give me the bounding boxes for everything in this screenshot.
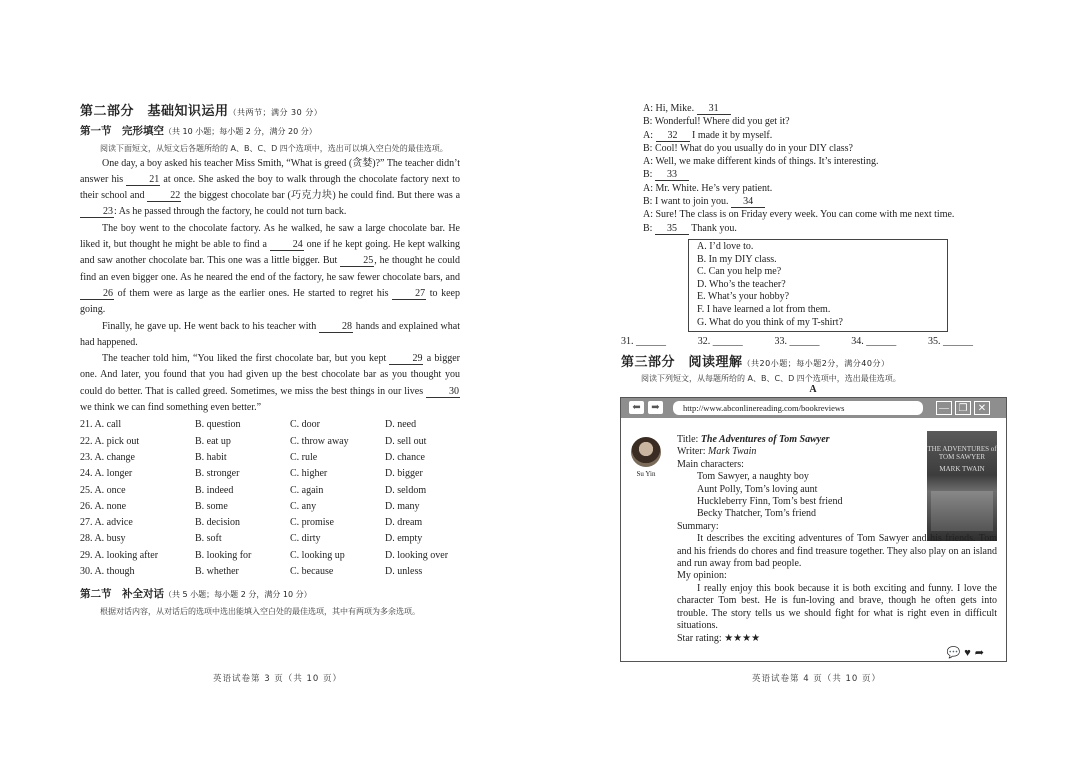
choice-item: G. What do you think of my T-shirt? [697,316,843,328]
summary-text: It describes the exciting adventures of Tom Sawyer and his friends. Tom and his friends do chores and find treasure together. They also play on an island and run away from bad people. [677,533,997,570]
dialogue-line: A: Hi, Mike. 31 [643,102,1003,115]
browser-toolbar [621,398,1006,418]
comment-icon[interactable]: 💬 [946,647,965,659]
characters-label: Main characters: [677,458,744,470]
blank-26: 26 [80,288,114,300]
choice-item: C. Can you help me? [697,266,782,278]
blank-35: 35 [655,223,689,235]
option-cell: D. sell out [385,435,427,447]
answer-line [621,335,973,348]
cover-title: THE ADVENTURES of TOM SAWYER [927,445,997,461]
avatar [631,437,661,467]
option-cell: D. many [385,500,420,512]
dialogue-line: A: Sure! The class is on Friday every week. You can come with me next time. [643,209,955,221]
section-2-title: 第二节 补全对话（共 5 小题；每小题 2 分，满分 10 分） [80,588,312,601]
answer-slot: 33. ______ [774,336,820,348]
option-cell: D. bigger [385,468,423,480]
passage-paragraph: The boy went to the chocolate factory. As he walked, he saw a large chocolate bar. He liked it, but thought he might be able to find a 24 one if he kept going. He kept walking and saw another chocolate bar. This one was a little bigger. But 25, he thought he could find an even bigger one. As he neared the end of the factory, he saw fewer chocolate bars, and 26 of them were as large as the earlier ones. He started to regret his 27 to keep going. [80,222,460,316]
dialogue [643,102,1003,235]
address-bar[interactable]: http://www.abconlinereading.com/bookreviews [673,401,923,415]
blank-25: 25 [340,255,374,267]
part-3-title: 第三部分 阅读理解（共20小题；每小题2分，满分40分） [621,355,890,371]
option-cell: D. need [385,419,417,431]
options-table [80,417,460,580]
section-1-instructions: 阅读下面短文，从短文后各题所给的 A、B、C、D 四个选项中，选出可以填入空白处的最佳选项。 [100,143,448,153]
option-row [80,450,460,466]
option-row [80,531,460,547]
option-cell: 21. A. call [80,419,122,431]
heart-icon[interactable]: ♥ [964,647,975,659]
reviewer-name: Su Yin [636,470,656,478]
blank-31: 31 [697,103,731,115]
option-row [80,548,460,564]
option-cell: C. because [290,566,334,578]
option-cell: D. unless [385,566,423,578]
character-item: Tom Sawyer, a naughty boy [697,471,809,483]
blank-34: 34 [731,196,765,208]
passage-label: A [809,383,817,395]
option-cell: B. habit [195,451,227,463]
share-icon[interactable]: ➦ [974,647,988,659]
option-row [80,515,460,531]
option-row [80,499,460,515]
blank-32: 32 [656,130,690,142]
answer-slot: 31. ______ [621,336,666,348]
option-cell: B. indeed [195,484,234,496]
part-3-instructions: 阅读下列短文，从每题所给的 A、B、C、D 四个选项中，选出最佳选项。 [641,373,901,383]
answer-slot: 34. ______ [851,336,897,348]
option-cell: C. throw away [290,435,349,447]
choice-item: F. I have learned a lot from them. [697,303,831,315]
title-line: Title: The Adventures of Tom Sawyer [677,434,830,445]
passage-paragraph: Finally, he gave up. He went back to his teacher with 28 hands and explained what had happened. [80,320,460,348]
option-row [80,466,460,482]
blank-21: 21 [126,174,160,186]
dialogue-line: A: 32 I made it by myself. [643,129,773,141]
option-cell: C. promise [290,517,334,529]
character-item: Becky Thatcher, Tom’s friend [697,508,817,520]
option-cell: B. looking for [195,549,252,561]
review-content [677,434,997,645]
option-row [80,434,460,450]
section-2-instructions: 根据对话内容，从对话后的选项中选出能填入空白处的最佳选项，其中有两项为多余选项。 [100,606,420,616]
option-row [80,564,460,580]
star-rating-icon: ★★★★ [724,632,761,644]
page-footer-right: 英语试卷第 4 页（共 10 页） [752,674,882,684]
part-title: 第二部分 基础知识运用（共两节；满分 30 分） [80,104,323,119]
summary-label: Summary: [677,520,719,532]
blank-29: 29 [389,353,423,365]
option-cell: 27. A. advice [80,517,133,529]
answer-slot: 35. ______ [928,336,973,348]
dialogue-line: B: Cool! What do you usually do in your DIY class? [643,142,853,154]
option-cell: C. looking up [290,549,345,561]
close-icon[interactable]: ✕ [974,401,990,415]
browser-window [620,397,1007,662]
cover-author: MARK TWAIN [939,465,985,473]
dialogue-line: B: I want to join you. 34 [643,195,1003,208]
option-cell: 22. A. pick out [80,435,140,447]
option-cell: C. higher [290,468,328,480]
choices-box [688,239,948,332]
blank-27: 27 [392,288,426,300]
blank-28: 28 [319,321,353,333]
answer-slot: 32. ______ [697,336,743,348]
option-cell: D. seldom [385,484,427,496]
dialogue-line: A: Mr. White. He’s very patient. [643,182,773,194]
back-arrow-icon[interactable]: ⬅ [629,401,644,414]
option-cell: B. soft [195,533,222,545]
writer-line: Writer: Mark Twain [677,446,757,458]
option-row [80,483,460,499]
dialogue-line: B: 33 [643,168,1003,181]
option-cell: D. looking over [385,549,449,561]
dialogue-line: B: Wonderful! Where did you get it? [643,116,790,128]
option-cell: B. some [195,500,228,512]
section-1-title: 第一节 完形填空（共 10 小题；每小题 2 分，满分 20 分） [80,125,317,138]
character-item: Huckleberry Finn, Tom’s best friend [697,496,843,508]
characters-list [677,471,997,521]
option-cell: 29. A. looking after [80,549,159,561]
option-cell: B. whether [195,566,239,578]
choice-item: A. I’d love to. [697,240,754,252]
passage-paragraph: One day, a boy asked his teacher Miss Smith, “What is greed (贪婪)?” The teacher didn’t answer his 21 at once. She asked the boy to walk through the chocolate factory next to their school and 22 the biggest chocolate bar (巧克力块) he could find. But there was a 23: As he passed through the factory, he could not turn back. [80,157,461,218]
blank-30: 30 [426,386,460,398]
minimize-icon[interactable]: — [936,401,952,415]
option-cell: C. dirty [290,533,321,545]
option-cell: 26. A. none [80,500,127,512]
choice-item: B. In my DIY class. [697,253,777,265]
passage-paragraph: The teacher told him, “You liked the first chocolate bar, but you kept 29 a bigger one. And later, you found that you had given up the best chocolate bar as you thought you could do better. That is called greed. Sometimes, we miss the best things in our lives 30 we think we can find something even better.” [80,353,460,414]
dialogue-line: A: Well, we make different kinds of things. It’s interesting. [643,156,879,168]
option-cell: C. door [290,419,320,431]
option-row [80,417,460,433]
action-icons [947,646,988,659]
option-cell: D. dream [385,517,423,529]
opinion-label: My opinion: [677,570,727,582]
option-cell: 23. A. change [80,451,135,463]
option-cell: C. rule [290,451,318,463]
page-footer-left: 英语试卷第 3 页（共 10 页） [213,674,343,684]
forward-arrow-icon[interactable]: ➡ [648,401,663,414]
opinion-text: I really enjoy this book because it is both exciting and funny. I love the character Tom best. He is fun-loving and brave, though he often gets into trouble. The story tells us we should fight for what is right even in difficult situations. [677,582,997,632]
blank-33: 33 [655,169,689,181]
option-cell: C. any [290,500,317,512]
option-cell: D. chance [385,451,425,463]
option-cell: 24. A. longer [80,468,133,480]
left-page [80,104,460,619]
choice-item: D. Who’s the teacher? [697,278,786,290]
option-cell: B. decision [195,517,240,529]
blank-24: 24 [270,239,304,251]
option-cell: B. eat up [195,435,231,447]
option-cell: 25. A. once [80,484,126,496]
character-item: Aunt Polly, Tom’s loving aunt [697,483,818,495]
choice-item: E. What’s your hobby? [697,291,790,303]
option-cell: C. again [290,484,324,496]
maximize-icon[interactable]: ❐ [955,401,971,415]
dialogue-line: B: 35 Thank you. [643,222,737,234]
option-cell: B. question [195,419,241,431]
rating-line: Star rating: ★★★★ [677,632,761,644]
blank-22: 22 [147,190,181,202]
option-cell: D. empty [385,533,423,545]
option-cell: 30. A. though [80,566,135,578]
option-cell: 28. A. busy [80,533,126,545]
blank-23: 23 [80,206,114,218]
right-page [621,102,1003,396]
option-cell: B. stronger [195,468,240,480]
